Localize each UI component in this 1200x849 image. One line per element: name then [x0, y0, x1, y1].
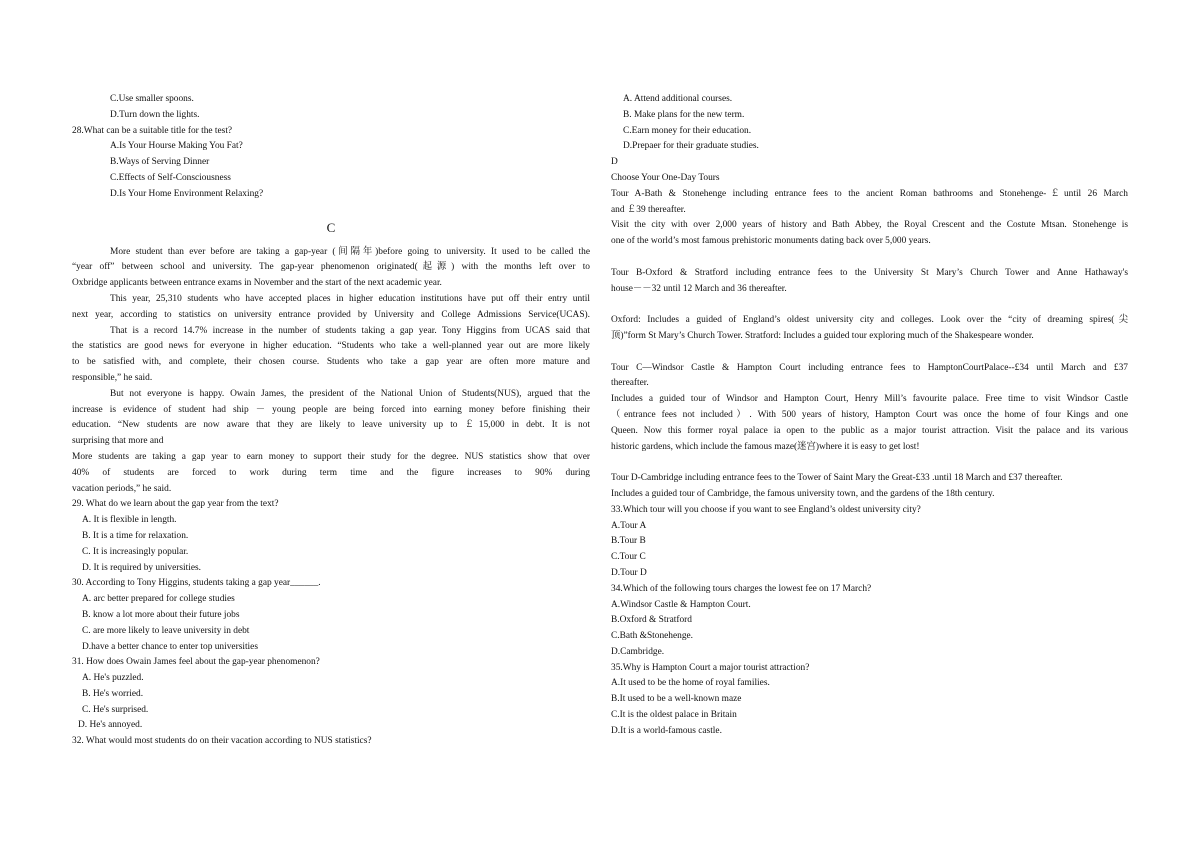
- q33-option-d: D.Tour D: [611, 567, 647, 578]
- q35-option-b: B.It used to be a well-known maze: [611, 694, 742, 705]
- q29-option-b: B. It is a time for relaxation.: [82, 530, 189, 541]
- q32-option-d: D.Prepaer for their graduate studies.: [623, 141, 759, 152]
- tour-line: Oxford: Includes a guided of England’s oldest university city and colleges. Look over the “city of dreaming spires(尖: [611, 315, 1128, 326]
- q28-question: 28.What can be a suitable title for the test?: [72, 125, 233, 136]
- passage-line: “year off” between school and university. The gap-year phenomenon originated(起源) with the months left over to: [72, 262, 590, 273]
- q32-question: 32. What would most students do on their vacation according to NUS statistics?: [72, 736, 372, 747]
- passage-line: increase is evidence of student had ship － young people are being forced into earning money before finishing their: [72, 404, 590, 415]
- passage-line: the statistics are good news for everyone in higher education. “Students who take a well-planned year out are more likely: [72, 341, 590, 352]
- passage-line: That is a record 14.7% increase in the number of students taking a gap year. Tony Higgins from UCAS said that: [110, 325, 590, 336]
- tour-line: Tour A-Bath & Stonehenge including entrance fees to the ancient Roman bathrooms and Stonehenge-￡until 26 March: [611, 188, 1128, 199]
- q31-option-b: B. He's worried.: [82, 688, 144, 699]
- passage-line: next year, according to statistics on university entrance provided by University and College Admissions Service(UCAS).: [72, 309, 590, 320]
- passage-line: vacation periods,” he said.: [72, 483, 172, 494]
- q35-option-a: A.It used to be the home of royal families.: [611, 678, 770, 689]
- q33-option-b: B.Tour B: [611, 536, 646, 547]
- q27-option-d: D.Turn down the lights.: [110, 109, 200, 120]
- passage-line: education. “New students are now aware that they are likely to leave university up to ￡15,000 in debt. It is not: [72, 420, 590, 431]
- passage-line: More student than ever before are taking a gap-year (间隔年)before going to university. It used to be called the: [110, 246, 590, 257]
- passage-line: Oxbridge applicants between entrance exams in November and the start of the next academic year.: [72, 278, 442, 289]
- tour-line: Queen. Now this former royal palace ia open to the public as a major tourist attraction. Visit the palace and its various: [611, 425, 1128, 436]
- tour-line: one of the world’s most famous prehistoric monuments dating back over 5,000 years.: [611, 236, 931, 247]
- q35-question: 35.Why is Hampton Court a major tourist attraction?: [611, 662, 810, 673]
- q34-option-c: C.Bath &Stonehenge.: [611, 631, 694, 642]
- passage-line: responsible,” he said.: [72, 372, 153, 383]
- q32-option-a: A. Attend additional courses.: [623, 94, 733, 104]
- q31-option-c: C. He's surprised.: [82, 704, 149, 715]
- q27-option-c: C.Use smaller spoons.: [110, 94, 194, 104]
- q30-option-c: C. are more likely to leave university in debt: [82, 625, 250, 636]
- passage-line: More students are taking a gap year to earn money to support their study for the degree. NUS statistics show that over: [72, 451, 590, 462]
- q35-option-c: C.It is the oldest palace in Britain: [611, 710, 737, 721]
- q34-option-a: A.Windsor Castle & Hampton Court.: [611, 599, 751, 610]
- q34-option-b: B.Oxford & Stratford: [611, 615, 692, 626]
- section-d-heading: D: [611, 157, 618, 168]
- q29-option-d: D. It is required by universities.: [82, 562, 201, 573]
- passage-line: to be satisfied with, and complete, their chosen course. Students who take a gap year are often more mature and: [72, 357, 590, 368]
- passage-line: But not everyone is happy. Owain James, the president of the National Union of Students(NUS), argued that the: [110, 388, 590, 399]
- q31-question: 31. How does Owain James feel about the gap-year phenomenon?: [72, 657, 320, 668]
- q33-question: 33.Which tour will you choose if you want to see England’s oldest university city?: [611, 504, 921, 515]
- q32-option-c: C.Earn money for their education.: [623, 125, 752, 136]
- q30-option-b: B. know a lot more about their future jobs: [82, 609, 240, 620]
- tour-spacer: [611, 345, 1128, 361]
- q33-option-a: A.Tour A: [611, 520, 647, 531]
- tour-line: historic gardens, which include the famous maze(迷宫)where it is easy to get lost!: [611, 441, 920, 452]
- tour-line: Tour B-Oxford & Stratford including entrance fees to the University St Mary’s Church Tower and Anne Hathaway's: [611, 267, 1128, 278]
- tour-line: Tour C—Windsor Castle & Hampton Court including entrance fees to HamptonCourtPalace--£34 until March and £37: [611, 362, 1128, 373]
- q29-option-a: A. It is flexible in length.: [82, 515, 177, 526]
- passage-line: This year, 25,310 students who have accepted places in higher education institutions have put off their entry until: [110, 293, 590, 304]
- q33-option-c: C.Tour C: [611, 552, 646, 563]
- tour-line: and ￡39 thereafter.: [611, 204, 686, 215]
- passage-line: surprising that more and: [72, 436, 164, 447]
- q31-option-d: D. He's annoyed.: [78, 720, 143, 731]
- tours-title: Choose Your One-Day Tours: [611, 172, 720, 183]
- left-column: [72, 92, 590, 750]
- tour-line: Includes a guided tour of Windsor and Hampton Court, Henry Mill’s favourite palace. Free time to visit Windsor Castle: [611, 394, 1128, 405]
- tour-line: house－－32 until 12 March and 36 thereafter.: [611, 283, 787, 294]
- right-column: [611, 92, 1128, 740]
- q30-question: 30. According to Tony Higgins, students taking a gap year______.: [72, 578, 321, 589]
- tour-line: thereafter.: [611, 378, 649, 389]
- q32-option-b: B. Make plans for the new term.: [623, 109, 745, 120]
- q28-option-b: B.Ways of Serving Dinner: [110, 157, 210, 168]
- q35-option-d: D.It is a world-famous castle.: [611, 725, 722, 736]
- q30-option-d: D.have a better chance to enter top universities: [82, 641, 258, 652]
- section-c-heading: C: [326, 219, 336, 235]
- q34-question: 34.Which of the following tours charges the lowest fee on 17 March?: [611, 583, 872, 594]
- q28-option-c: C.Effects of Self-Consciousness: [110, 172, 231, 183]
- q30-option-a: A. arc better prepared for college studies: [82, 594, 235, 605]
- q29-option-c: C. It is increasingly popular.: [82, 546, 189, 557]
- tour-line: Includes a guided tour of Cambridge, the famous university town, and the gardens of the 18th century.: [611, 488, 995, 499]
- tour-spacer: [611, 297, 1128, 313]
- passage-line: 40% of students are forced to work during term time and the figure increases to 90% during: [72, 467, 590, 478]
- tour-spacer: [611, 250, 1128, 266]
- tour-spacer: [611, 455, 1128, 471]
- tour-line: Visit the city with over 2,000 years of history and Bath Abbey, the Royal Crescent and the Costute Mtsan. Stonehenge is: [611, 220, 1128, 231]
- q29-question: 29. What do we learn about the gap year from the text?: [72, 499, 279, 510]
- q34-option-d: D.Cambridge.: [611, 646, 665, 657]
- q31-option-a: A. He's puzzled.: [82, 673, 144, 684]
- tour-line: Tour D-Cambridge including entrance fees to the Tower of Saint Mary the Great-£33 .until 18 March and £37 thereafter.: [611, 473, 1063, 484]
- tour-line: 顶)”form St Mary’s Church Tower. Stratford: Includes a guided tour exploring much of the Shakespeare wonder.: [611, 330, 1034, 341]
- q28-option-a: A.Is Your Hourse Making You Fat?: [110, 141, 243, 152]
- q28-option-d: D.Is Your Home Environment Relaxing?: [110, 188, 264, 199]
- tour-line: （entrance fees not included）. With 500 years of history, Hampton Court was once the home of four Kings and one: [611, 409, 1128, 420]
